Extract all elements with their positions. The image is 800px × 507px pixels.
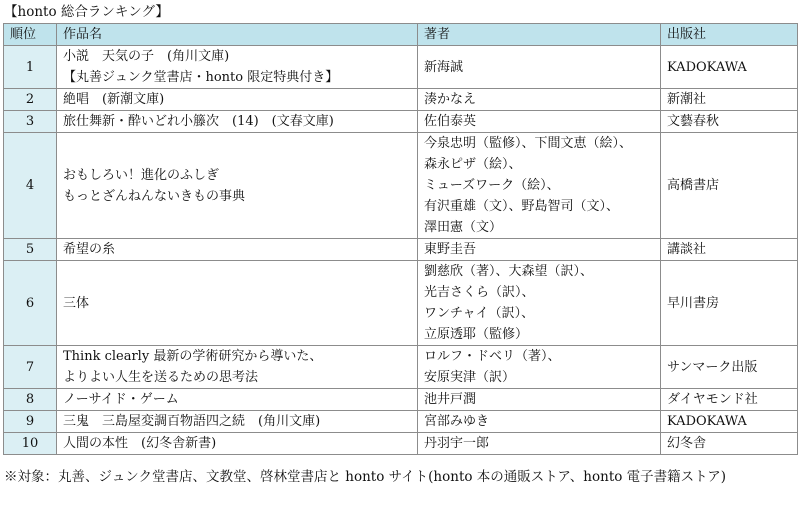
author-line: ワンチャイ（訳）、	[424, 306, 535, 321]
title-line: 旅仕舞新・酔いどれ小籐次 (14) (文春文庫)	[63, 114, 334, 129]
title-cell	[57, 261, 418, 346]
author-cell	[418, 239, 661, 261]
author-line: 光吉さくら（訳）、	[424, 285, 535, 300]
header-row	[4, 24, 798, 46]
author-cell	[418, 46, 661, 89]
rank-cell: 5	[4, 239, 57, 261]
publisher-cell: KADOKAWA	[661, 411, 798, 433]
rank-cell: 9	[4, 411, 57, 433]
title-cell	[57, 239, 418, 261]
publisher-cell: サンマーク出版	[661, 346, 798, 389]
rank-cell: 8	[4, 389, 57, 411]
author-cell	[418, 411, 661, 433]
author-line: 新海誠	[424, 59, 464, 75]
rank-cell: 1	[4, 46, 57, 89]
author-line: 森永ピザ（絵）、	[424, 157, 522, 172]
publisher-cell: 早川書房	[661, 261, 798, 346]
footnote: ※対象：丸善、ジュンク堂書店、文教堂、啓林堂書店と honto サイト(honto 本の通販ストア、honto 電子書籍ストア)	[4, 469, 727, 485]
title-cell	[57, 411, 418, 433]
publisher-cell: 高橋書店	[661, 133, 798, 239]
rank-cell: 3	[4, 111, 57, 133]
table-row	[4, 346, 798, 389]
publisher-cell: KADOKAWA	[661, 46, 798, 89]
title-line: 人間の本性 (幻冬舎新書)	[63, 436, 217, 451]
title-line: 小説 天気の子 (角川文庫)	[63, 49, 230, 64]
title-cell	[57, 389, 418, 411]
rank-cell: 2	[4, 89, 57, 111]
author-line: 池井戸潤	[424, 392, 477, 407]
title-line: 絶唱 (新潮文庫)	[63, 92, 165, 107]
author-cell	[418, 346, 661, 389]
table-row	[4, 46, 798, 89]
author-line: 東野圭吾	[424, 242, 477, 257]
author-line: 今泉忠明（監修）、下間文恵（絵）、	[424, 136, 633, 151]
title-line: 【丸善ジュンク堂書店・honto 限定特典付き】	[63, 70, 339, 85]
title-line: 希望の糸	[63, 242, 116, 257]
title-line: 三体	[63, 295, 90, 311]
author-cell	[418, 261, 661, 346]
title-cell	[57, 46, 418, 89]
page-title: 【honto 総合ランキング】	[4, 4, 169, 20]
column-header-title: 作品名	[57, 24, 418, 46]
table-row	[4, 261, 798, 346]
title-line: もっとざんねんないきもの事典	[63, 188, 246, 204]
publisher-cell: ダイヤモンド社	[661, 389, 798, 411]
table-row	[4, 111, 798, 133]
author-line: ミューズワーク（絵）、	[424, 178, 560, 193]
publisher-cell: 幻冬舎	[661, 433, 798, 455]
table-row	[4, 239, 798, 261]
title-line: おもしろい！進化のふしぎ	[63, 167, 220, 183]
rank-cell: 10	[4, 433, 57, 455]
author-cell	[418, 389, 661, 411]
rank-cell: 7	[4, 346, 57, 389]
title-line: ノーサイド・ゲーム	[63, 392, 179, 407]
ranking-table	[3, 23, 798, 455]
title-cell	[57, 89, 418, 111]
ranking-body	[4, 46, 798, 455]
author-line: 丹羽宇一郎	[424, 436, 490, 451]
author-line: 安原実津（訳）	[424, 370, 516, 385]
table-row	[4, 389, 798, 411]
author-cell	[418, 433, 661, 455]
title-cell	[57, 111, 418, 133]
author-line: 劉慈欣（著）、大森望（訳）、	[424, 264, 594, 279]
publisher-cell: 講談社	[661, 239, 798, 261]
author-line: 有沢重雄（文）、野島智司（文）、	[424, 199, 620, 214]
title-cell	[57, 346, 418, 389]
table-row	[4, 133, 798, 239]
table-row	[4, 433, 798, 455]
title-line: Think clearly 最新の学術研究から導いた、	[63, 349, 323, 364]
author-line: 立原透耶（監修）	[424, 327, 529, 342]
table-row	[4, 411, 798, 433]
column-header-rank: 順位	[4, 24, 57, 46]
publisher-cell: 文藝春秋	[661, 111, 798, 133]
column-header-publisher: 出版社	[661, 24, 798, 46]
author-cell	[418, 89, 661, 111]
author-line: 湊かなえ	[424, 92, 477, 107]
rank-cell: 4	[4, 133, 57, 239]
title-cell	[57, 433, 418, 455]
author-cell	[418, 111, 661, 133]
table-row	[4, 89, 798, 111]
title-line: 三鬼 三島屋変調百物語四之続 (角川文庫)	[63, 414, 321, 429]
author-line: ロルフ・ドベリ（著）、	[424, 349, 561, 364]
column-header-author: 著者	[418, 24, 661, 46]
author-line: 佐伯泰英	[424, 114, 477, 129]
publisher-cell: 新潮社	[661, 89, 798, 111]
title-cell	[57, 133, 418, 239]
rank-cell: 6	[4, 261, 57, 346]
author-line: 宮部みゆき	[424, 414, 490, 429]
title-line: よりよい人生を送るための思考法	[63, 370, 259, 385]
author-line: 澤田憲（文）	[424, 220, 503, 235]
author-cell	[418, 133, 661, 239]
